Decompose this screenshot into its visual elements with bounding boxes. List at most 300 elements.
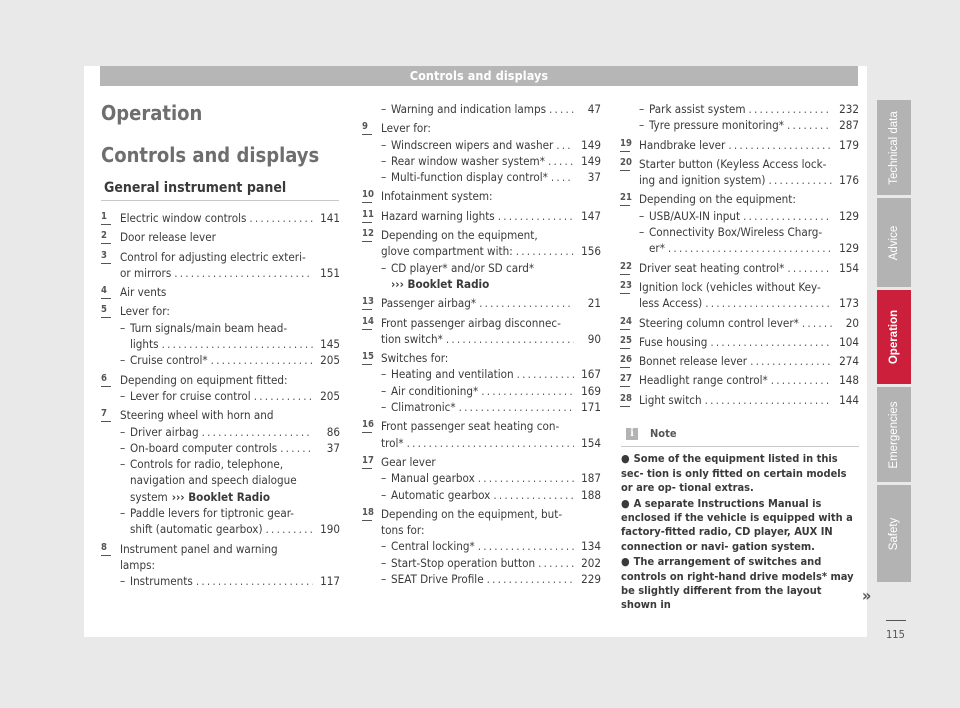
item-text: Rear window washer system* xyxy=(391,153,545,168)
page-reference[interactable]: 167 xyxy=(581,367,601,382)
item-text: Gear lever xyxy=(381,454,436,469)
item-text: Driver airbag xyxy=(130,424,199,439)
item-text: lamps: xyxy=(120,557,156,572)
note-bullet xyxy=(621,497,859,555)
item-line xyxy=(381,227,601,243)
item-number-underline xyxy=(362,520,372,521)
cross-reference-link[interactable]: ››› Booklet Radio xyxy=(391,276,490,291)
item-text: Ignition lock (vehicles without Key- xyxy=(639,279,821,294)
page-reference[interactable]: 86 xyxy=(326,424,340,439)
page-reference[interactable]: 202 xyxy=(581,555,601,570)
leader-dots xyxy=(498,208,574,224)
item-number xyxy=(620,316,632,330)
dash-marker: – xyxy=(639,118,645,133)
index-entry xyxy=(362,418,601,451)
item-line xyxy=(120,284,340,300)
item-number xyxy=(620,373,632,387)
leader-dots xyxy=(249,210,313,226)
column-2 xyxy=(362,101,601,590)
index-entry xyxy=(101,210,340,226)
dash-marker: – xyxy=(381,153,387,168)
item-number-text: 12 xyxy=(362,228,374,240)
index-entry xyxy=(101,303,340,368)
item-line xyxy=(120,303,340,319)
index-entry xyxy=(101,284,340,300)
leader-dots xyxy=(771,372,832,388)
item-number xyxy=(620,261,632,275)
item-number-text: 4 xyxy=(101,285,107,297)
item-number-text: 19 xyxy=(620,137,632,149)
item-number-underline xyxy=(620,205,630,206)
dash-marker: – xyxy=(381,367,387,382)
index-entry xyxy=(620,279,859,312)
item-text: tion switch* xyxy=(381,331,443,346)
index-entry xyxy=(101,541,340,590)
item-number-text: 26 xyxy=(620,354,632,366)
index-entry xyxy=(620,353,859,369)
item-text: Depending on the equipment, xyxy=(381,228,538,243)
item-line xyxy=(381,276,601,292)
item-line xyxy=(120,407,340,423)
page-reference[interactable]: 151 xyxy=(320,265,340,280)
title-divider xyxy=(101,200,339,201)
index-entry xyxy=(362,188,601,204)
item-text: ing and ignition system) xyxy=(639,173,766,188)
leader-dots xyxy=(202,424,313,440)
page-reference[interactable]: 20 xyxy=(845,315,859,330)
item-text: Fuse housing xyxy=(639,334,708,349)
item-number xyxy=(362,189,374,203)
page-reference[interactable]: 129 xyxy=(839,241,859,256)
item-text: Electric window controls xyxy=(120,211,247,225)
item-line xyxy=(120,336,340,352)
item-text: trol* xyxy=(381,435,404,450)
info-icon: i xyxy=(626,428,638,440)
item-line xyxy=(639,334,859,350)
page-reference[interactable]: 129 xyxy=(839,208,859,223)
note-bullet-text: A separate Instructions Manual is enclosed if the vehicle is equipped with a factory-fitted radio, CD player, AUX IN connection or navi- gation system. xyxy=(621,496,853,553)
index-entry xyxy=(362,454,601,503)
item-line xyxy=(381,188,601,204)
sub-item xyxy=(381,399,601,415)
item-text: Multi-function display control* xyxy=(391,170,548,185)
sub-item xyxy=(120,505,340,521)
dash-marker: – xyxy=(120,320,126,335)
leader-dots xyxy=(254,388,313,404)
item-line xyxy=(639,315,859,331)
item-text: Instrument panel and warning xyxy=(120,541,278,556)
page-reference[interactable]: 134 xyxy=(581,539,601,554)
page-reference[interactable]: 188 xyxy=(581,487,601,502)
index-entry xyxy=(620,137,859,153)
page-reference[interactable]: 229 xyxy=(581,572,601,587)
leader-dots xyxy=(787,117,832,133)
leader-dots xyxy=(407,435,574,451)
item-text: Driver seat heating control* xyxy=(639,260,785,275)
item-number-text: 22 xyxy=(620,260,632,272)
item-text: Headlight range control* xyxy=(639,373,768,388)
sub-item xyxy=(381,137,601,153)
item-text: Front passenger airbag disconnec- xyxy=(381,315,561,330)
index-entry xyxy=(101,229,340,245)
page-reference[interactable]: 104 xyxy=(839,334,859,349)
sub-item xyxy=(639,224,859,240)
tab-safety[interactable]: Safety xyxy=(877,485,911,582)
item-number-underline xyxy=(362,241,372,242)
leader-dots xyxy=(478,538,574,554)
page-reference[interactable]: 173 xyxy=(839,296,859,311)
page-number: 115 xyxy=(886,628,905,641)
page-reference[interactable]: 145 xyxy=(320,337,340,352)
item-number xyxy=(620,157,632,171)
item-number xyxy=(362,351,374,365)
note-bullet-text: The arrangement of switches and controls on right-hand drive models* may be slightly different from the layout shown in xyxy=(621,555,854,612)
sub-item xyxy=(120,573,340,589)
item-number-underline xyxy=(620,170,630,171)
item-number-underline xyxy=(101,317,111,318)
page-reference[interactable]: 149 xyxy=(581,153,601,168)
section-title: Operation xyxy=(101,101,203,125)
sub-item xyxy=(381,571,601,587)
item-text: Lever for cruise control xyxy=(130,388,251,403)
dash-marker: – xyxy=(381,383,387,398)
running-header: Controls and displays xyxy=(100,66,858,86)
item-line xyxy=(381,454,601,470)
item-number-text: 2 xyxy=(101,230,107,242)
item-line xyxy=(639,191,859,207)
item-number-text: 16 xyxy=(362,419,374,431)
dash-marker: – xyxy=(639,208,645,223)
bullet-marker: ● xyxy=(621,555,630,569)
item-number xyxy=(101,250,111,264)
sub-item xyxy=(639,117,859,133)
item-text: Turn signals/main beam head- xyxy=(130,320,288,335)
item-text: Bonnet release lever xyxy=(639,354,748,369)
page-reference[interactable]: 187 xyxy=(581,471,601,486)
item-number xyxy=(362,507,374,521)
note-title: Note xyxy=(650,427,677,440)
index-entry xyxy=(362,208,601,224)
page-reference[interactable]: 47 xyxy=(587,102,601,116)
dash-marker: – xyxy=(381,400,387,415)
dash-marker: – xyxy=(120,424,126,439)
leader-dots xyxy=(750,353,832,369)
item-number-underline xyxy=(362,134,372,135)
item-number-underline xyxy=(620,406,630,407)
sub-item xyxy=(639,208,859,224)
page-reference[interactable]: 205 xyxy=(320,353,340,368)
sub-item xyxy=(381,153,601,169)
item-text: Air conditioning* xyxy=(391,383,479,398)
leader-dots xyxy=(266,521,313,537)
item-number-underline xyxy=(620,329,630,330)
item-number-text: 15 xyxy=(362,351,374,363)
leader-dots xyxy=(459,399,574,415)
continue-marker: » xyxy=(862,586,872,605)
dash-marker: – xyxy=(120,574,126,589)
item-text: Automatic gearbox xyxy=(391,487,491,502)
sub-item xyxy=(120,320,340,336)
leader-dots xyxy=(538,555,574,571)
page-reference[interactable]: 190 xyxy=(320,522,340,537)
item-text: Lever for: xyxy=(120,304,170,319)
page-reference[interactable]: 144 xyxy=(839,392,859,407)
column-3 xyxy=(620,101,859,411)
item-number xyxy=(101,211,111,225)
dash-marker: – xyxy=(639,225,645,240)
item-number xyxy=(362,419,374,433)
page-reference[interactable]: 117 xyxy=(320,574,340,589)
leader-dots xyxy=(705,295,832,311)
item-number-text: 7 xyxy=(101,408,107,420)
index-entry xyxy=(620,156,859,189)
item-line xyxy=(639,353,859,369)
item-text: less Access) xyxy=(639,296,703,311)
item-text: Front passenger seat heating con- xyxy=(381,419,560,434)
item-line xyxy=(120,210,340,226)
page-reference[interactable]: 274 xyxy=(839,354,859,369)
item-line xyxy=(381,506,601,522)
item-text: Connectivity Box/Wireless Charg- xyxy=(649,225,823,240)
item-line xyxy=(639,260,859,276)
leader-dots xyxy=(705,392,832,408)
dash-marker: – xyxy=(381,471,387,486)
page-reference[interactable]: 90 xyxy=(587,331,601,346)
leader-dots xyxy=(668,240,832,256)
dash-marker: – xyxy=(381,572,387,587)
sub-item xyxy=(381,538,601,554)
sub-item xyxy=(120,352,340,368)
page-number-rule xyxy=(886,620,906,621)
sub-item xyxy=(381,383,601,399)
dash-marker: – xyxy=(120,506,126,521)
item-text: Infotainment system: xyxy=(381,189,493,204)
leader-dots xyxy=(174,265,313,281)
index-entry xyxy=(620,101,859,134)
leader-dots xyxy=(517,366,574,382)
sub-item xyxy=(639,101,859,117)
index-entry xyxy=(362,101,601,117)
item-line xyxy=(639,279,859,295)
item-text: Climatronic* xyxy=(391,400,456,415)
item-line xyxy=(381,120,601,136)
item-number-underline xyxy=(362,222,372,223)
index-entry xyxy=(620,392,859,408)
page-reference[interactable]: 179 xyxy=(839,137,859,152)
item-number xyxy=(620,393,632,407)
leader-dots xyxy=(479,295,574,311)
page-reference[interactable]: 154 xyxy=(839,260,859,275)
sub-item xyxy=(381,470,601,486)
item-line xyxy=(639,295,859,311)
item-number xyxy=(101,542,111,556)
dash-marker: – xyxy=(381,555,387,570)
item-line xyxy=(381,243,601,259)
item-number-text: 27 xyxy=(620,373,632,385)
item-number xyxy=(362,316,374,330)
item-number-text: 18 xyxy=(362,506,374,518)
cross-reference-link[interactable]: ››› Booklet Radio xyxy=(171,489,270,504)
item-text: Hazard warning lights xyxy=(381,208,495,223)
item-text: navigation and speech dialogue xyxy=(130,473,297,488)
item-number-underline xyxy=(101,263,111,264)
item-number-text: 1 xyxy=(101,211,107,222)
index-entry xyxy=(101,372,340,405)
item-number xyxy=(101,304,111,318)
page-reference[interactable]: 37 xyxy=(326,440,340,455)
leader-dots xyxy=(548,153,574,169)
page-reference[interactable]: 169 xyxy=(581,383,601,398)
item-number-underline xyxy=(101,421,111,422)
item-text: Steering column control lever* xyxy=(639,315,799,330)
item-number xyxy=(362,455,374,469)
item-number xyxy=(620,192,632,206)
item-text: Light switch xyxy=(639,392,702,407)
item-number xyxy=(620,138,632,152)
leader-dots xyxy=(493,487,574,503)
item-number-underline xyxy=(101,555,111,556)
tab-operation[interactable]: Operation xyxy=(877,290,911,384)
item-text: tons for: xyxy=(381,523,425,538)
item-number xyxy=(620,354,632,368)
item-number-text: 21 xyxy=(620,192,632,204)
leader-dots xyxy=(487,571,574,587)
index-entry xyxy=(362,227,601,292)
leader-dots xyxy=(768,172,832,188)
bullet-marker: ● xyxy=(621,496,630,510)
page-reference[interactable]: 141 xyxy=(320,211,340,225)
index-entry xyxy=(362,295,601,311)
item-text: er* xyxy=(649,241,665,256)
item-number-text: 13 xyxy=(362,296,374,308)
item-line xyxy=(120,541,340,557)
item-line xyxy=(120,489,340,505)
sub-item xyxy=(381,260,601,276)
dash-marker: – xyxy=(381,260,387,275)
item-number-underline xyxy=(362,432,372,433)
item-number-underline xyxy=(101,224,111,225)
item-line xyxy=(381,435,601,451)
item-text: On-board computer controls xyxy=(130,440,278,455)
item-text: Control for adjusting electric exteri- xyxy=(120,249,306,264)
dash-marker: – xyxy=(381,102,387,116)
item-number-text: 8 xyxy=(101,541,107,553)
item-text: Passenger airbag* xyxy=(381,296,477,311)
item-text: Depending on the equipment, but- xyxy=(381,506,563,521)
tab-advice[interactable]: Advice xyxy=(877,198,911,287)
item-number xyxy=(362,209,374,223)
item-number xyxy=(101,408,111,422)
page-reference[interactable]: 232 xyxy=(839,102,859,116)
page-reference[interactable]: 287 xyxy=(839,118,859,133)
tab-technical-data[interactable]: Technical data xyxy=(877,100,911,195)
leader-dots xyxy=(549,101,574,117)
leader-dots xyxy=(162,336,313,352)
leader-dots xyxy=(710,334,832,350)
item-number-text: 17 xyxy=(362,454,374,466)
item-line xyxy=(381,350,601,366)
item-number-underline xyxy=(620,151,630,152)
bullet-marker: ● xyxy=(621,452,630,466)
item-text: Windscreen wipers and washer xyxy=(391,137,554,152)
leader-dots xyxy=(280,440,313,456)
item-line xyxy=(381,295,601,311)
item-text: Manual gearbox xyxy=(391,471,475,486)
item-number-text: 20 xyxy=(620,156,632,168)
item-line xyxy=(639,156,859,172)
item-number-underline xyxy=(620,367,630,368)
chapter-title: Controls and displays xyxy=(101,143,320,167)
item-text: Controls for radio, telephone, xyxy=(130,457,284,472)
page-reference[interactable]: 148 xyxy=(839,373,859,388)
sub-item xyxy=(381,366,601,382)
leader-dots xyxy=(478,470,574,486)
item-text: glove compartment with: xyxy=(381,244,513,259)
item-number-text: 25 xyxy=(620,334,632,346)
item-number-underline xyxy=(620,348,630,349)
item-text: Start-Stop operation button xyxy=(391,555,536,570)
item-number xyxy=(362,228,374,242)
sub-item xyxy=(381,487,601,503)
sub-item xyxy=(381,169,601,185)
sub-item xyxy=(120,440,340,456)
page-reference[interactable]: 147 xyxy=(581,208,601,223)
item-text: system xyxy=(130,489,168,504)
item-text: shift (automatic gearbox) xyxy=(130,522,263,537)
subsection-title: General instrument panel xyxy=(104,180,287,196)
page-reference[interactable]: 156 xyxy=(581,244,601,259)
item-number xyxy=(101,373,111,387)
item-number xyxy=(620,280,632,294)
dash-marker: – xyxy=(381,539,387,554)
page-reference[interactable]: 154 xyxy=(581,435,601,450)
page-reference[interactable]: 21 xyxy=(587,296,601,311)
item-number-underline xyxy=(362,309,372,310)
index-entry xyxy=(101,249,340,282)
item-number-underline xyxy=(362,202,372,203)
item-number-text: 9 xyxy=(362,121,368,133)
tab-emergencies[interactable]: Emergencies xyxy=(877,387,911,482)
item-number-underline xyxy=(101,243,111,244)
item-line xyxy=(639,240,859,256)
item-text: Switches for: xyxy=(381,351,449,366)
page-reference[interactable]: 205 xyxy=(320,388,340,403)
leader-dots xyxy=(556,137,574,153)
sub-item xyxy=(120,424,340,440)
note-bullet-text: Some of the equipment listed in this sec- tion is only fitted on certain models or are op- tional extras. xyxy=(621,452,847,495)
item-line xyxy=(381,315,601,331)
item-number-text: 24 xyxy=(620,315,632,327)
note-header xyxy=(621,427,859,447)
item-number-underline xyxy=(362,468,372,469)
item-text: Door release lever xyxy=(120,230,216,245)
page-reference[interactable]: 176 xyxy=(839,173,859,188)
item-number-underline xyxy=(620,386,630,387)
index-entry xyxy=(362,350,601,415)
page-reference[interactable]: 171 xyxy=(581,400,601,415)
item-text: Handbrake lever xyxy=(639,137,726,152)
page-reference[interactable]: 149 xyxy=(581,137,601,152)
item-number-text: 5 xyxy=(101,304,107,316)
item-number xyxy=(101,285,111,299)
index-entry xyxy=(620,260,859,276)
page-reference[interactable]: 37 xyxy=(587,170,601,185)
item-number xyxy=(362,296,374,310)
index-entry xyxy=(620,334,859,350)
item-line xyxy=(639,392,859,408)
note-box xyxy=(621,427,859,614)
item-text: Air vents xyxy=(120,285,167,300)
